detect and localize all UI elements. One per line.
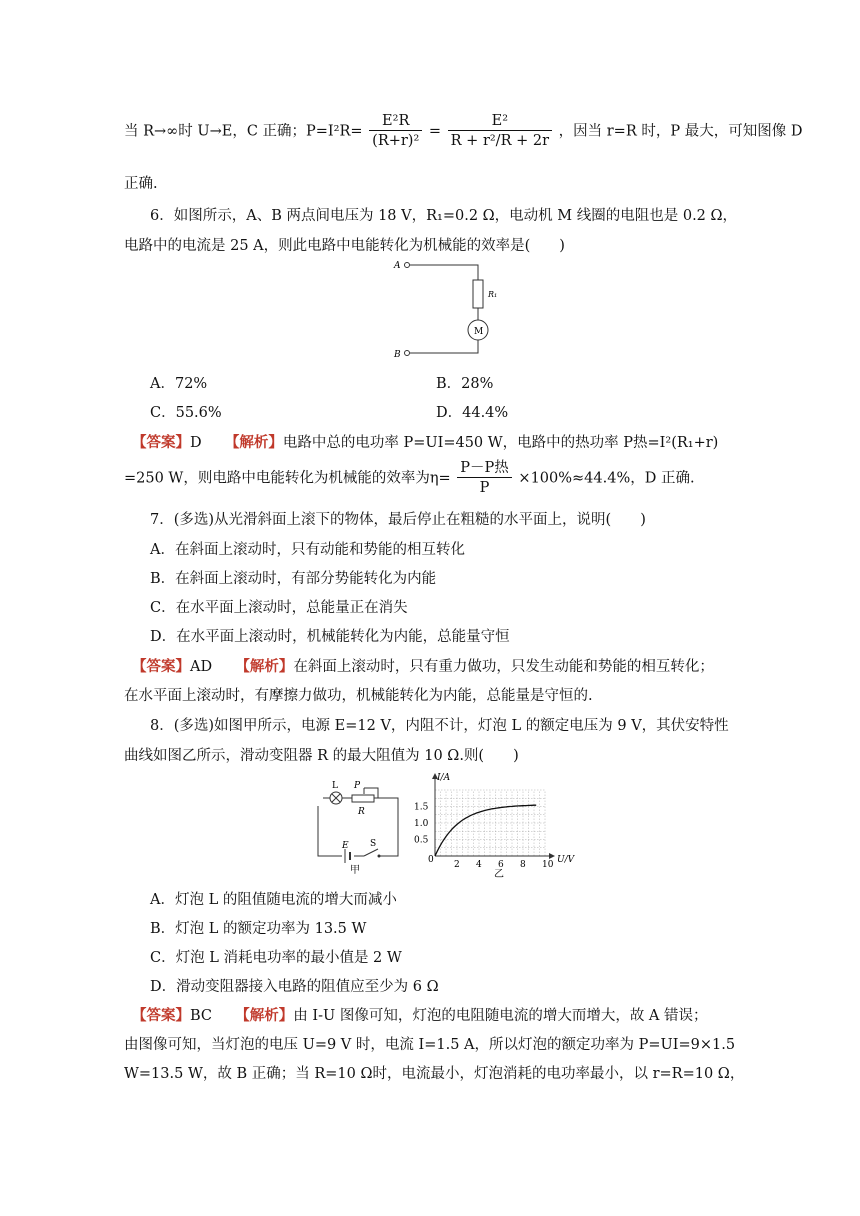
q8-option-c: C．灯泡 L 消耗电功率的最小值是 2 W xyxy=(150,950,402,966)
lamp-label: L xyxy=(332,781,338,791)
q6-option-a: A．72% xyxy=(150,376,208,392)
fraction-efficiency: $\frac{\text{P－P热}}{P}$ xyxy=(457,459,512,498)
x-tick-label: 4 xyxy=(476,860,482,870)
motor-label: M xyxy=(474,327,484,337)
fraction-e2: $\frac{\text{E²}}{\text{R + r²/R + 2r}}$ xyxy=(448,112,552,151)
rheostat-symbol xyxy=(352,795,374,802)
q7-option-b: B．在斜面上滚动时，有部分势能转化为内能 xyxy=(150,571,437,587)
prev-analysis-line-1: 当 R→∞时 U→E，C 正确；P=I²R= $\frac{\text{E²R}}{\text{(R+r)²}}$ = $\frac{\text{E²}}{\text{R + r²/R + 2r}}$ ，因当 r=R 时，P 最大，可知图像 D xyxy=(124,113,803,149)
y-tick-label: 1.0 xyxy=(414,819,429,829)
q7-answer-line-1: 【答案】AD 【解析】在斜面上滚动时，只有重力做功，只发生动能和势能的相互转化； xyxy=(132,658,714,675)
q6-stem-line-2: 电路中的电流是 25 A，则此电路中电能转化为机械能的效率是( ) xyxy=(124,238,565,254)
q7-option-c: C．在水平面上滚动时，总能量正在消失 xyxy=(150,600,408,616)
q7-stem: 7．(多选)从光滑斜面上滚下的物体，最后停止在粗糙的水平面上，说明( ) xyxy=(150,512,646,528)
x-tick-label: 2 xyxy=(454,860,460,870)
point-b-label: B xyxy=(394,350,401,360)
resistor-r1-label: R₁ xyxy=(488,290,498,299)
q7-option-d: D．在水平面上滚动时，机械能转化为内能，总能量守恒 xyxy=(150,629,510,645)
q6-option-d: D．44.4% xyxy=(436,405,509,421)
resistor-r1 xyxy=(473,280,483,308)
q6-stem-line-1: 6．如图所示，A、B 两点间电压为 18 V，R₁=0.2 Ω，电动机 M 线圈的电阻也是 0.2 Ω， xyxy=(150,208,738,224)
switch-label: S xyxy=(370,839,377,849)
q7-option-a: A．在斜面上滚动时，只有动能和势能的相互转化 xyxy=(150,542,465,558)
point-a-label: A xyxy=(394,261,401,271)
q6-option-c: C．55.6% xyxy=(150,405,222,421)
q8-answer-line-2: 由图像可知，当灯泡的电压 U=9 V 时，电流 I=1.5 A，所以灯泡的额定功率为 P=UI=9×1.5 xyxy=(124,1037,736,1053)
q8-answer-line-3: W=13.5 W，故 B 正确；当 R=10 Ω时，电流最小，灯泡消耗的电功率最小，以 r=R=10 Ω， xyxy=(124,1066,745,1082)
rheostat-label: R xyxy=(358,807,365,817)
q8-stem-line-2: 曲线如图乙所示，滑动变阻器 R 的最大阻值为 10 Ω.则( ) xyxy=(124,748,519,764)
x-axis-label: U/V xyxy=(557,855,575,865)
q7-answer-line-2: 在水平面上滚动时，有摩擦力做功，机械能转化为内能，总能量是守恒的. xyxy=(124,688,593,704)
prev-analysis-line-2: 正确. xyxy=(124,176,158,192)
q8-iv-graph xyxy=(412,770,592,882)
q6-answer-line-2: =250 W，则电路中电能转化为机械能的效率为η= $\frac{\text{P－P热}}{P}$ ×100%≈44.4%，D 正确. xyxy=(124,460,695,496)
fraction-e2r: $\frac{\text{E²R}}{\text{(R+r)²}}$ xyxy=(369,112,422,151)
q6-answer-line-1: 【答案】D 【解析】电路中总的电功率 P=UI=450 W，电路中的热功率 P热=I²(R₁+r) xyxy=(132,434,719,451)
fig-caption-jia: 甲 xyxy=(350,865,360,876)
y-tick-label: 0.5 xyxy=(414,835,429,846)
y-axis-label: I/A xyxy=(437,773,451,783)
q8-option-d: D．滑动变阻器接入电路的阻值应至少为 6 Ω xyxy=(150,979,439,995)
x-tick-label: 8 xyxy=(520,860,526,870)
q8-option-a: A．灯泡 L 的阻值随电流的增大而减小 xyxy=(150,892,397,908)
slider-label: P xyxy=(354,781,361,791)
origin-label: 0 xyxy=(428,855,434,865)
battery-label: E xyxy=(342,841,349,851)
q8-stem-line-1: 8．(多选)如图甲所示，电源 E=12 V，内阻不计，灯泡 L 的额定电压为 9 V，其伏安特性 xyxy=(150,718,729,734)
y-tick-label: 1.5 xyxy=(414,802,429,813)
q8-option-b: B．灯泡 L 的额定功率为 13.5 W xyxy=(150,921,367,937)
x-tick-label: 6 xyxy=(498,860,504,870)
x-tick-label: 10 xyxy=(542,860,554,870)
q6-option-b: B．28% xyxy=(436,376,494,392)
q8-circuit-figure xyxy=(312,776,412,876)
q6-circuit-figure xyxy=(390,252,500,362)
q8-answer-line-1: 【答案】BC 【解析】由 I-U 图像可知，灯泡的电阻随电流的增大而增大，故 A 错误； xyxy=(132,1007,708,1024)
iv-curve xyxy=(435,805,536,856)
fig-caption-yi: 乙 xyxy=(494,869,504,880)
